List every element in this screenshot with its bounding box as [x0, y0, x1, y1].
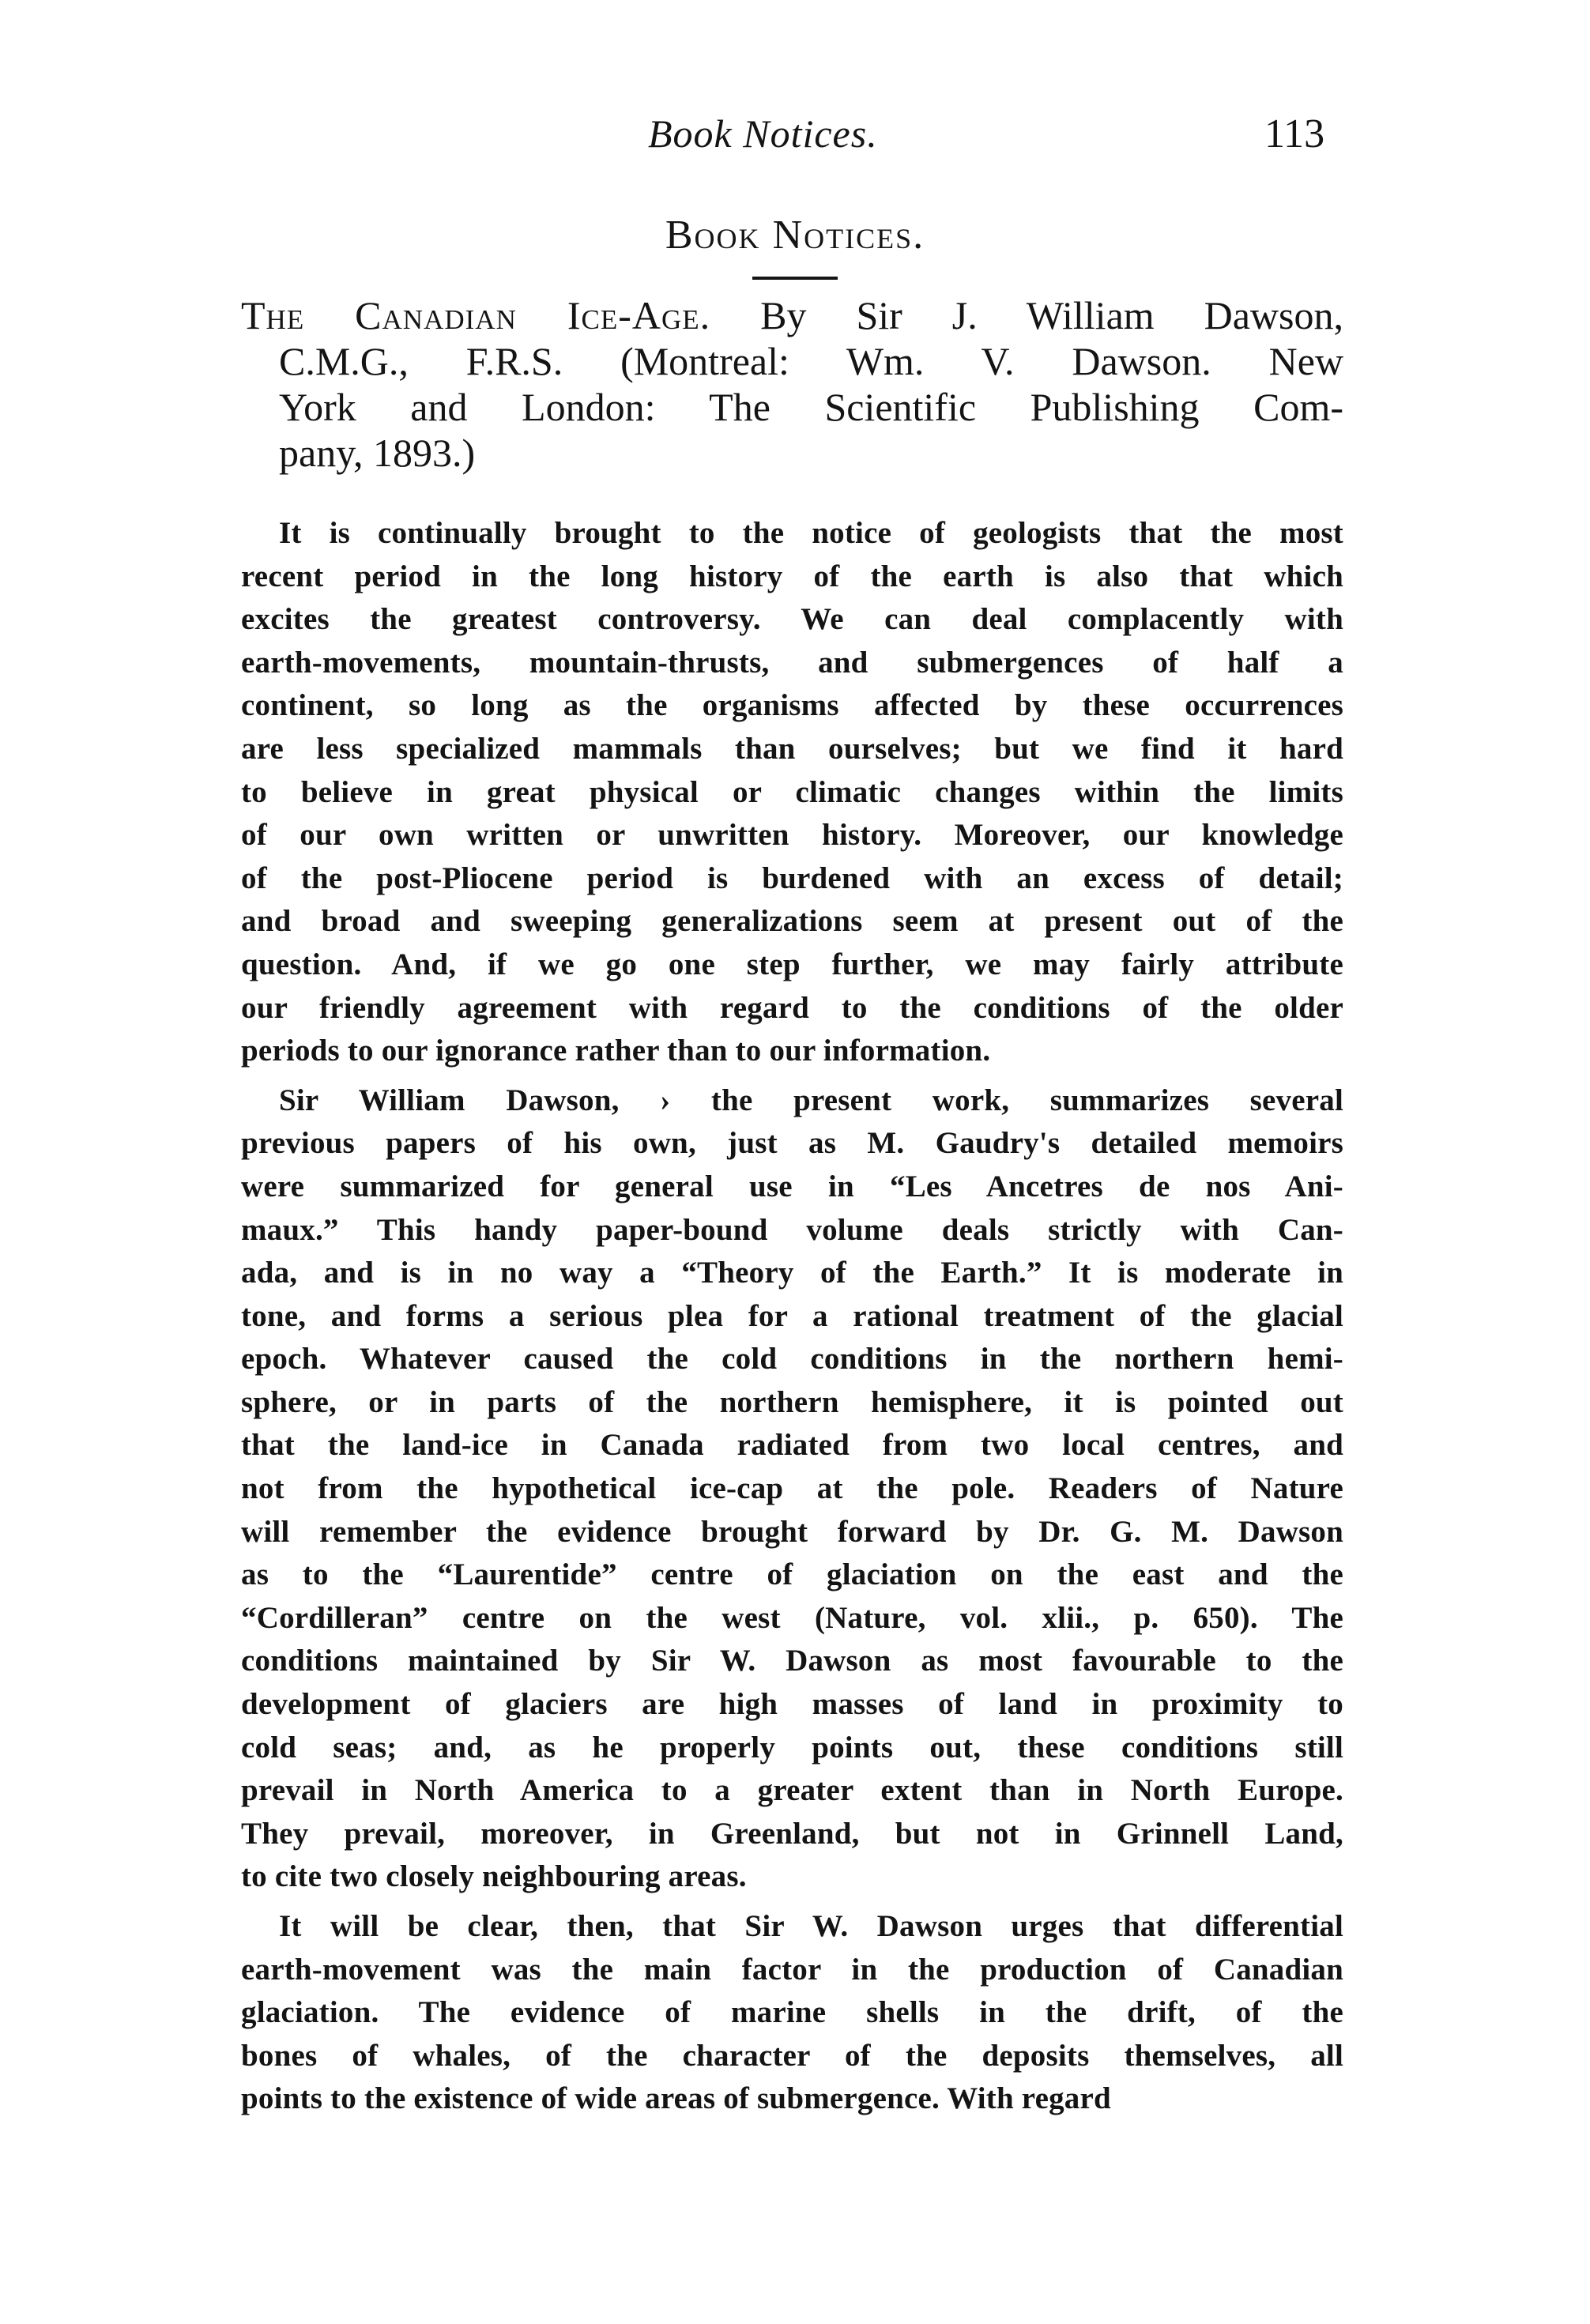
- paragraph-1-line: and broad and sweeping generalizations seem at present out of the: [241, 904, 1343, 939]
- paragraph-2-line: tone, and forms a serious plea for a rational treatment of the glacial: [241, 1298, 1343, 1333]
- paragraph-1-line: to believe in great physical or climatic changes within the limits: [241, 774, 1343, 809]
- paragraph-1-line: It is continually brought to the notice of geologists that the most: [279, 516, 1343, 550]
- paragraph-1-line: continent, so long as the organisms affected by these occurrences: [241, 688, 1343, 723]
- paragraph-2-line: maux.” This handy paper-bound volume deals strictly with Can-: [241, 1212, 1343, 1247]
- paragraph-1-line: of the post-Pliocene period is burdened with an excess of detail;: [241, 861, 1343, 895]
- paragraph-1-line: recent period in the long history of the earth is also that which: [241, 559, 1343, 593]
- citation-line: York and London: The Scientific Publishing Com-: [279, 385, 1343, 429]
- running-head: [0, 111, 1590, 166]
- paragraph-2-line: as to the “Laurentide” centre of glaciation on the east and the: [241, 1557, 1343, 1592]
- book-title: The Canadian Ice-Age.: [241, 293, 711, 337]
- citation-line: [241, 292, 1343, 338]
- paragraph-3-line: It will be clear, then, that Sir W. Dawson urges that differential: [279, 1909, 1343, 1943]
- citation-line: C.M.G., F.R.S. (Montreal: Wm. V. Dawson. New: [279, 339, 1343, 383]
- review-body: [241, 512, 1343, 2121]
- paragraph-2-line: cold seas; and, as he properly points out, these conditions still: [241, 1730, 1343, 1765]
- paragraph-2-line: Sir William Dawson, › the present work, summarizes several: [279, 1083, 1343, 1117]
- paragraph-1-line: periods to our ignorance rather than to our information.: [241, 1034, 991, 1068]
- paragraph-2-line: not from the hypothetical ice-cap at the pole. Readers of Nature: [241, 1471, 1343, 1506]
- paragraph-2-line: epoch. Whatever caused the cold conditions in the northern hemi-: [241, 1342, 1343, 1377]
- page-number: 113: [1264, 111, 1325, 156]
- book-citation: [241, 292, 1343, 476]
- paragraph-1-line: excites the greatest controversy. We can deal complacently with: [241, 602, 1343, 637]
- paragraph-3-line: glaciation. The evidence of marine shells in the drift, of the: [241, 1995, 1343, 2030]
- paragraph-3-line: earth-movement was the main factor in the production of Canadian: [241, 1952, 1343, 1987]
- paragraph-2-line: sphere, or in parts of the northern hemisphere, it is pointed out: [241, 1384, 1343, 1419]
- paragraph-2-line: that the land-ice in Canada radiated from two local centres, and: [241, 1428, 1343, 1463]
- paragraph-2-line: previous papers of his own, just as M. Gaudry's detailed memoirs: [241, 1126, 1343, 1161]
- paragraph-2-line: will remember the evidence brought forward by Dr. G. M. Dawson: [241, 1514, 1343, 1549]
- paragraph-2-line: development of glaciers are high masses of land in proximity to: [241, 1687, 1343, 1722]
- section-title: Book Notices.: [665, 213, 925, 258]
- paragraph-3-line: points to the existence of wide areas of submergence. With regard: [241, 2081, 1111, 2116]
- paragraph-1-line: question. And, if we go one step further, we may fairly attribute: [241, 947, 1343, 981]
- title-rule: [752, 277, 838, 280]
- paragraph-2-line: prevail in North America to a greater extent than in North Europe.: [241, 1773, 1343, 1808]
- running-title: Book Notices.: [648, 111, 878, 156]
- paragraph-2-line: “Cordilleran” centre on the west (Nature, vol. xlii., p. 650). The: [241, 1600, 1343, 1635]
- citation-line: pany, 1893.): [279, 431, 476, 475]
- paragraph-1-line: are less specialized mammals than ourselves; but we find it hard: [241, 731, 1343, 766]
- paragraph-2-line: They prevail, moreover, in Greenland, but not in Grinnell Land,: [241, 1816, 1343, 1851]
- paragraph-1-line: our friendly agreement with regard to the conditions of the older: [241, 990, 1343, 1025]
- paragraph-2-line: to cite two closely neighbouring areas.: [241, 1859, 747, 1894]
- paragraph-2-line: conditions maintained by Sir W. Dawson as most favourable to the: [241, 1644, 1343, 1678]
- paragraph-1-line: of our own written or unwritten history. Moreover, our knowledge: [241, 818, 1343, 853]
- paragraph-gap: [241, 1899, 1343, 1905]
- paragraph-1-line: earth-movements, mountain-thrusts, and submergences of half a: [241, 645, 1343, 680]
- paragraph-3-line: bones of whales, of the character of the deposits themselves, all: [241, 2038, 1343, 2073]
- paragraph-2-line: ada, and is in no way a “Theory of the Earth.” It is moderate in: [241, 1256, 1343, 1290]
- citation-text: By Sir J. William Dawson,: [760, 293, 1343, 337]
- paragraph-2-line: were summarized for general use in “Les Ancetres de nos Ani-: [241, 1169, 1343, 1203]
- paragraph-gap: [241, 1073, 1343, 1079]
